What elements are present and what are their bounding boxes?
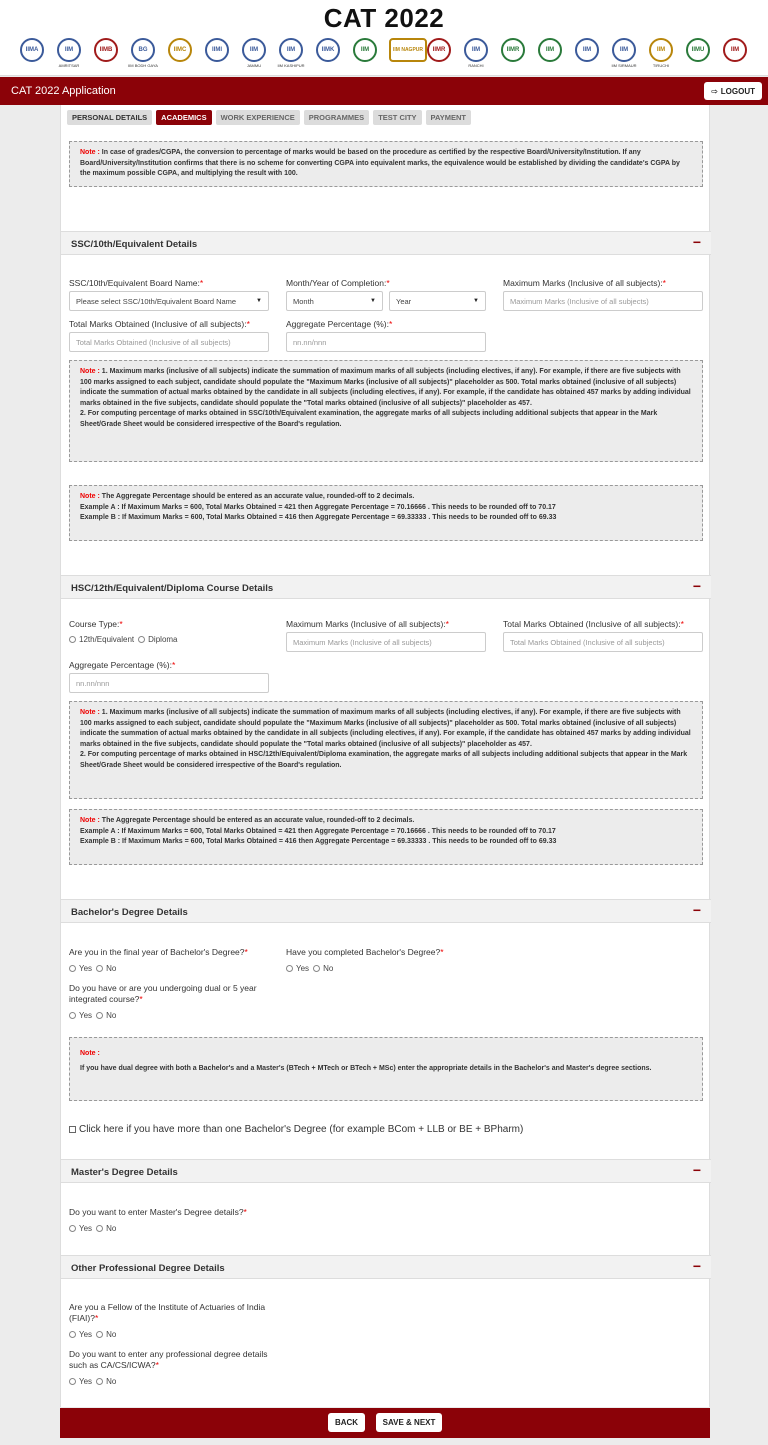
hsc-course-radios: 12th/Equivalent Diploma xyxy=(69,635,182,644)
iim-sambalpur-logo: IIM xyxy=(536,38,564,70)
hsc-total-marks-input[interactable]: Total Marks Obtained (Inclusive of all subjects) xyxy=(503,632,703,652)
radio-no[interactable] xyxy=(96,965,103,972)
collapse-icon[interactable]: − xyxy=(692,578,701,594)
radio-no[interactable] xyxy=(313,965,320,972)
hsc-max-marks-label: Maximum Marks (Inclusive of all subjects):* xyxy=(286,619,449,629)
multiple-bachelors-checkbox[interactable] xyxy=(69,1126,76,1133)
ssc-year-select[interactable]: Year ▼ xyxy=(389,291,486,311)
iim-logo-row xyxy=(18,38,758,72)
cgpa-note xyxy=(69,141,703,187)
final-year-question: Are you in the final year of Bachelor's Degree?* xyxy=(69,947,248,957)
iim-udaipur-logo: IIMU xyxy=(684,38,712,70)
masters-section-header[interactable] xyxy=(61,1159,711,1183)
tab-work-experience[interactable]: WORK EXPERIENCE xyxy=(216,110,300,125)
bachelors-section-header[interactable] xyxy=(61,899,711,923)
iim-sirmaur-logo: IIM IIM SIRMAUR xyxy=(610,38,638,70)
tab-payment[interactable]: PAYMENT xyxy=(426,110,471,125)
logout-icon: ⇨ xyxy=(711,86,718,96)
save-and-next-button[interactable]: SAVE & NEXT xyxy=(376,1413,442,1432)
ssc-total-marks-label: Total Marks Obtained (Inclusive of all subjects):* xyxy=(69,319,250,329)
radio-yes[interactable] xyxy=(69,1331,76,1338)
chevron-down-icon: ▼ xyxy=(370,298,376,304)
section-title: Other Professional Degree Details xyxy=(71,1263,225,1274)
iim-shillong-logo: IIM xyxy=(573,38,601,70)
logout-label: LOGOUT xyxy=(720,86,755,96)
iim-trichy-logo: IIM TIRUCHI xyxy=(647,38,675,70)
masters-question: Do you want to enter Master's Degree details?* xyxy=(69,1207,247,1217)
other-professional-section-header[interactable] xyxy=(61,1255,711,1279)
radio-yes[interactable] xyxy=(286,965,293,972)
radio-yes[interactable] xyxy=(69,1378,76,1385)
iim-kashipur-logo: IIM IIM KASHIPUR xyxy=(277,38,305,70)
ssc-rounding-note: Note : The Aggregate Percentage should be entered as an accurate value, rounded-off to 2 decimals. Example A : If Maximum Marks = 600, Total Marks Obtained = 421 then Aggregate Percentage = 70.16666 . This needs to be rounded off to 70.17 Example B : If Maximum Marks = 600, Total Marks Obtained = 416 then Aggregate Percentage = 69.33333 . This needs to be rounded off to 69.33 xyxy=(69,485,703,541)
site-header xyxy=(0,0,768,76)
radio-no[interactable] xyxy=(96,1331,103,1338)
iim-visakhapatnam-logo: IIM xyxy=(721,38,749,70)
iim-calcutta-logo: IIMC xyxy=(166,38,194,70)
hsc-aggregate-input[interactable]: nn.nn/nnn xyxy=(69,673,269,693)
iim-ranchi-logo: IIM RANCHI xyxy=(462,38,490,70)
ssc-completion-label: Month/Year of Completion:* xyxy=(286,278,390,288)
final-year-radios: Yes No xyxy=(69,964,120,973)
ssc-max-marks-input[interactable]: Maximum Marks (Inclusive of all subjects) xyxy=(503,291,703,311)
ssc-total-marks-input[interactable]: Total Marks Obtained (Inclusive of all subjects) xyxy=(69,332,269,352)
fiai-radios: Yes No xyxy=(69,1330,120,1339)
iim-ahmedabad-logo: IIMA xyxy=(18,38,46,70)
section-title: Bachelor's Degree Details xyxy=(71,907,188,918)
ssc-month-select[interactable]: Month ▼ xyxy=(286,291,383,311)
chevron-down-icon: ▼ xyxy=(473,298,479,304)
masters-radios: Yes No xyxy=(69,1224,120,1233)
ssc-max-marks-label: Maximum Marks (Inclusive of all subjects):* xyxy=(503,278,666,288)
iim-jammu-logo: IIM JAMMU xyxy=(240,38,268,70)
ssc-section-header[interactable] xyxy=(61,231,711,255)
iim-indore-logo: IIMI xyxy=(203,38,231,70)
iim-amritsar-logo: IIM AMRITSAR xyxy=(55,38,83,70)
collapse-icon[interactable]: − xyxy=(692,234,701,250)
tab-personal-details[interactable]: PERSONAL DETAILS xyxy=(67,110,152,125)
completed-question: Have you completed Bachelor's Degree?* xyxy=(286,947,444,957)
hsc-max-marks-input[interactable]: Maximum Marks (Inclusive of all subjects) xyxy=(286,632,486,652)
academics-form xyxy=(60,105,710,1407)
iim-rohtak-logo: IIMR xyxy=(499,38,527,70)
dual-degree-note: Note : If you have dual degree with both a Bachelor's and a Master's (BTech + MTech or BTech + MSc) enter the appropriate details in the Bachelor's and Master's degree sections. xyxy=(69,1037,703,1101)
professional-degree-question: Do you want to enter any professional degree details such as CA/CS/ICWA?* xyxy=(69,1349,268,1370)
dual-degree-radios: Yes No xyxy=(69,1011,120,1020)
section-title: Master's Degree Details xyxy=(71,1167,178,1178)
app-bar xyxy=(0,77,768,105)
fiai-question: Are you a Fellow of the Institute of Actuaries of India (FIAI)?* xyxy=(69,1302,266,1323)
note-label: Note : xyxy=(80,149,100,156)
ssc-board-select[interactable]: Please select SSC/10th/Equivalent Board Name ▼ xyxy=(69,291,269,311)
section-title: SSC/10th/Equivalent Details xyxy=(71,239,198,250)
iim-kozhikode-logo: IIMK xyxy=(314,38,342,70)
hsc-total-marks-label: Total Marks Obtained (Inclusive of all subjects):* xyxy=(503,619,684,629)
back-button[interactable]: BACK xyxy=(328,1413,365,1432)
tab-academics[interactable]: ACADEMICS xyxy=(156,110,211,125)
iim-bangalore-logo: IIMB xyxy=(92,38,120,70)
iim-nagpur-logo: IIM NAGPUR xyxy=(388,38,428,70)
radio-yes[interactable] xyxy=(69,1012,76,1019)
professional-degree-radios: Yes No xyxy=(69,1377,120,1386)
hsc-course-label: Course Type:* xyxy=(69,619,123,629)
collapse-icon[interactable]: − xyxy=(692,902,701,918)
radio-diploma[interactable] xyxy=(138,636,145,643)
hsc-marks-note: Note : 1. Maximum marks (inclusive of all subjects) indicate the summation of maximum marks of all subjects (including electives, if any). For example, if there are five subjects with 100 marks assigned to each subject, candidate should populate the "Maximum Marks (inclusive of all subjects)" placeholder as 500. Total marks obtained (inclusive of all subjects) indicate the summation of actual marks obtained by the candidate in all subjects (including electives, if any). For example, if the candidate has obtained 457 marks by adding individual marks obtained in the five subjects, candidate should populate the "Total marks obtained (inclusive of all subjects)" placeholder as 457. 2. For computing percentage of marks obtained in HSC/12th/Equivalent/Diploma examination, the aggregate marks of all subjects including additional subjects that appear in the Mark Sheet/Grade Sheet would be considered irrespective of the Board's regulation. xyxy=(69,701,703,799)
ssc-aggregate-label: Aggregate Percentage (%):* xyxy=(286,319,393,329)
tab-programmes[interactable]: PROGRAMMES xyxy=(304,110,369,125)
hsc-rounding-note: Note : The Aggregate Percentage should be entered as an accurate value, rounded-off to 2 decimals. Example A : If Maximum Marks = 600, Total Marks Obtained = 421 then Aggregate Percentage = 70.16666 . This needs to be rounded off to 70.17 Example B : If Maximum Marks = 600, Total Marks Obtained = 416 then Aggregate Percentage = 69.33333 . This needs to be rounded off to 69.33 xyxy=(69,809,703,865)
hsc-aggregate-label: Aggregate Percentage (%):* xyxy=(69,660,176,670)
form-footer xyxy=(60,1408,710,1438)
ssc-aggregate-input[interactable]: nn.nn/nnn xyxy=(286,332,486,352)
step-tabs xyxy=(67,110,471,125)
radio-no[interactable] xyxy=(96,1012,103,1019)
app-title: CAT 2022 Application xyxy=(11,85,116,97)
note-text: In case of grades/CGPA, the conversion to percentage of marks would be based on the procedure as certified by the respective Board/University/Institution. If any Board/University/Institution confirms that there is no scheme for converting CGPA into equivalent marks, the equivalence would be established by dividing the candidate's CGPA by the maximum possible CGPA, and multiplying the result with 100. xyxy=(80,149,680,177)
multiple-bachelors-option[interactable]: Click here if you have more than one Bachelor's Degree (for example BCom + LLB or BE + BPharm) xyxy=(69,1124,523,1135)
iim-raipur-logo: IIMR xyxy=(425,38,453,70)
radio-12th[interactable] xyxy=(69,636,76,643)
chevron-down-icon: ▼ xyxy=(256,298,262,304)
radio-yes[interactable] xyxy=(69,965,76,972)
site-title: CAT 2022 xyxy=(323,3,445,33)
tab-test-city[interactable]: TEST CITY xyxy=(373,110,421,125)
ssc-board-label: SSC/10th/Equivalent Board Name:* xyxy=(69,278,204,288)
ssc-marks-note: Note : 1. Maximum marks (inclusive of all subjects) indicate the summation of maximum marks of all subjects (including electives, if any). For example, if there are five subjects with 100 marks assigned to each subject, candidate should populate the "Maximum Marks (inclusive of all subjects)" placeholder as 500. Total marks obtained (inclusive of all subjects) indicate the summation of actual marks obtained by the candidate in all subjects (including electives, if any). For example, if the candidate has obtained 457 marks by adding individual marks obtained in the five subjects, candidate should populate the "Total marks obtained (inclusive of all subjects)" placeholder as 457. 2. For computing percentage of marks obtained in SSC/10th/Equivalent examination, the aggregate marks of all subjects including additional subjects that appear in the Mark Sheet/Grade Sheet would be considered irrespective of the Board's regulation. xyxy=(69,360,703,462)
collapse-icon[interactable]: − xyxy=(692,1162,701,1178)
logout-button[interactable] xyxy=(704,82,762,100)
dual-degree-question: Do you have or are you undergoing dual or 5 year integrated course?* xyxy=(69,983,257,1004)
completed-radios: Yes No xyxy=(286,964,337,973)
hsc-section-header[interactable] xyxy=(61,575,711,599)
radio-no[interactable] xyxy=(96,1225,103,1232)
iim-lucknow-logo: IIM xyxy=(351,38,379,70)
section-title: HSC/12th/Equivalent/Diploma Course Details xyxy=(71,583,274,594)
collapse-icon[interactable]: − xyxy=(692,1258,701,1274)
iim-bodh-gaya-logo: BG IIM BODH GAYA xyxy=(129,38,157,70)
radio-yes[interactable] xyxy=(69,1225,76,1232)
radio-no[interactable] xyxy=(96,1378,103,1385)
